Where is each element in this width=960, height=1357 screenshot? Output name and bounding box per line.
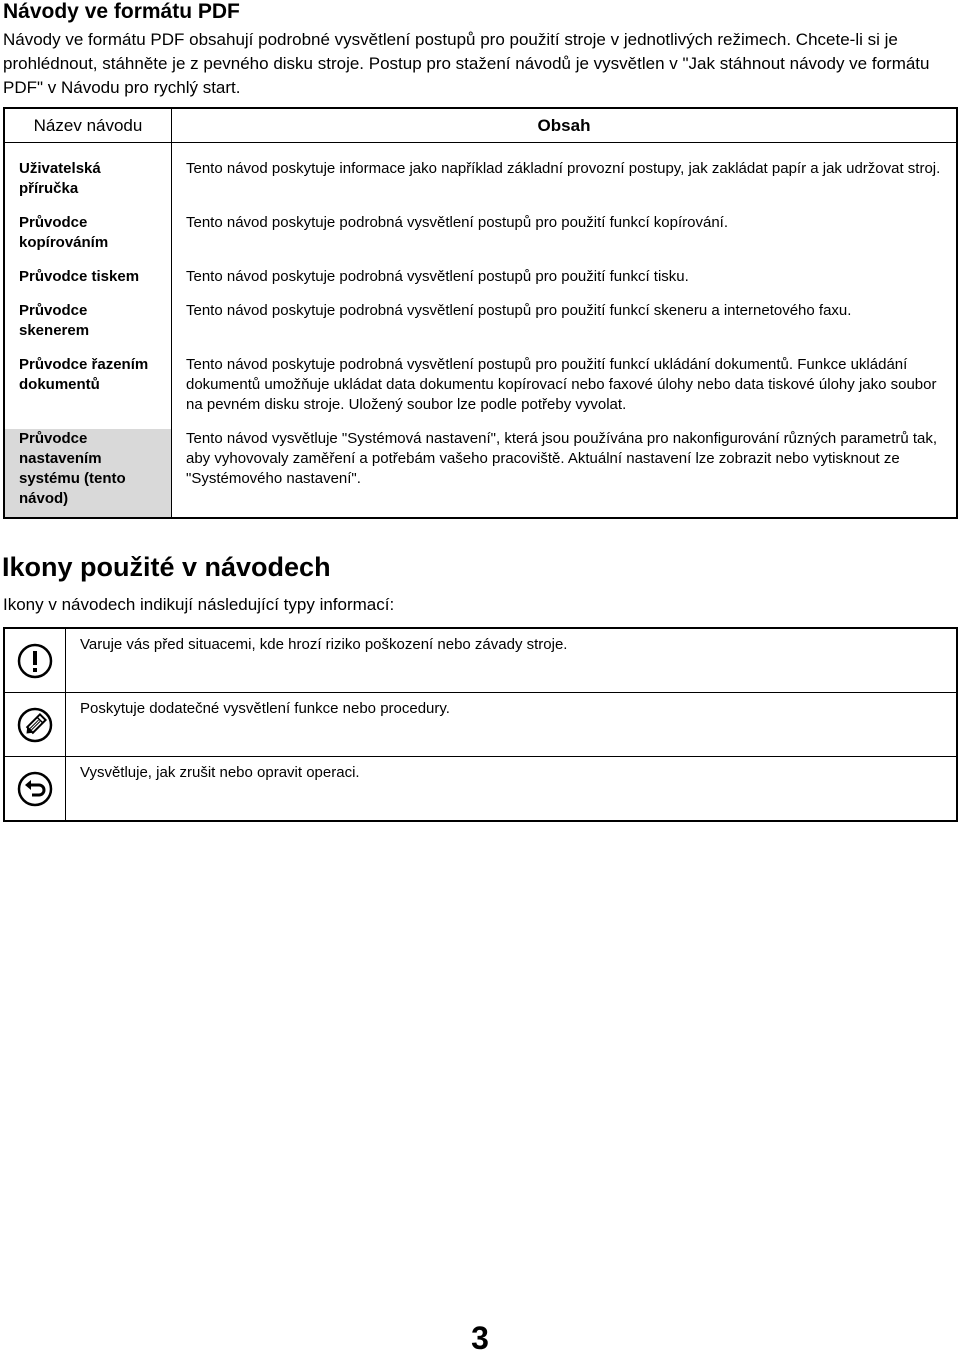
manual-description: Tento návod poskytuje informace jako například základní provozní postupy, jak zakládat papír a jak udržovat stroj. — [186, 160, 941, 177]
section-title-icons: Ikony použité v návodech — [2, 552, 331, 582]
icon-description: Varuje vás před situacemi, kde hrozí riziko poškození nebo závady stroje. — [66, 628, 958, 693]
header-content: Obsah — [172, 108, 958, 143]
icon-description: Vysvětluje, jak zrušit nebo opravit operaci. — [66, 757, 958, 822]
table-row — [4, 143, 957, 214]
manual-description: Tento návod vysvětluje "Systémová nastavení", která jsou používána pro nakonfigurování různých parametrů tak, aby vyhovovaly zaměření a potřebám vašeho pracoviště. Aktuální nastavení lze zobrazit nebo vytisknout ze "Systémového nastavení". — [186, 430, 938, 487]
manual-name: Uživatelská příručka — [4, 143, 172, 214]
manuals-table — [3, 107, 958, 519]
manual-name: Průvodce tiskem — [4, 267, 172, 301]
table-header-row — [4, 108, 957, 143]
manual-description: Tento návod poskytuje podrobná vysvětlení postupů pro použití funkcí tisku. — [186, 268, 689, 285]
manual-description: Tento návod poskytuje podrobná vysvětlení postupů pro použití funkcí ukládání dokumentů. Funkce ukládání dokumentů umožňuje ukládat data dokumentu kopírovací nebo faxové úlohy nebo data tiskové úlohy jako soubor na pevném disku stroje. Uložený soubor lze podle potřeby vyvolat. — [186, 356, 937, 413]
icon-description: Poskytuje dodatečné vysvětlení funkce nebo procedury. — [66, 693, 958, 757]
icon-cell — [4, 693, 66, 757]
table-row — [4, 267, 957, 301]
icons-table — [3, 627, 958, 822]
icon-cell — [4, 757, 66, 822]
undo-icon — [17, 771, 53, 807]
table-row-current — [4, 429, 957, 518]
icon-row — [4, 628, 957, 693]
table-row — [4, 355, 957, 429]
icon-cell — [4, 628, 66, 693]
header-manual-name: Název návodu — [4, 108, 172, 143]
caution-icon — [17, 643, 53, 679]
icon-row — [4, 693, 957, 757]
table-row — [4, 301, 957, 355]
manual-description: Tento návod poskytuje podrobná vysvětlení postupů pro použití funkcí skeneru a internetového faxu. — [186, 302, 852, 319]
manual-name: Průvodce kopírováním — [4, 213, 172, 267]
section-title-pdf-manuals: Návody ve formátu PDF — [3, 0, 240, 23]
manual-description: Tento návod poskytuje podrobná vysvětlení postupů pro použití funkcí kopírování. — [186, 214, 729, 231]
table-row — [4, 213, 957, 267]
icon-row — [4, 757, 957, 822]
manual-name-current: Průvodce nastavením systému (tento návod) — [4, 429, 172, 518]
icons-intro-text: Ikony v návodech indikují následující typy informací: — [3, 595, 395, 614]
note-pencil-icon — [17, 707, 53, 743]
page-number: 3 — [471, 1320, 489, 1356]
manual-name: Průvodce řazením dokumentů — [4, 355, 172, 429]
section-intro-paragraph: Návody ve formátu PDF obsahují podrobné vysvětlení postupů pro použití stroje v jednotlivých režimech. Chcete-li si je prohlédnout, stáhněte je z pevného disku stroje. Postup pro stažení návodů je vysvětlen v "Jak stáhnout návody ve formátu PDF" v Návodu pro rychlý start. — [3, 30, 930, 97]
manual-name: Průvodce skenerem — [4, 301, 172, 355]
